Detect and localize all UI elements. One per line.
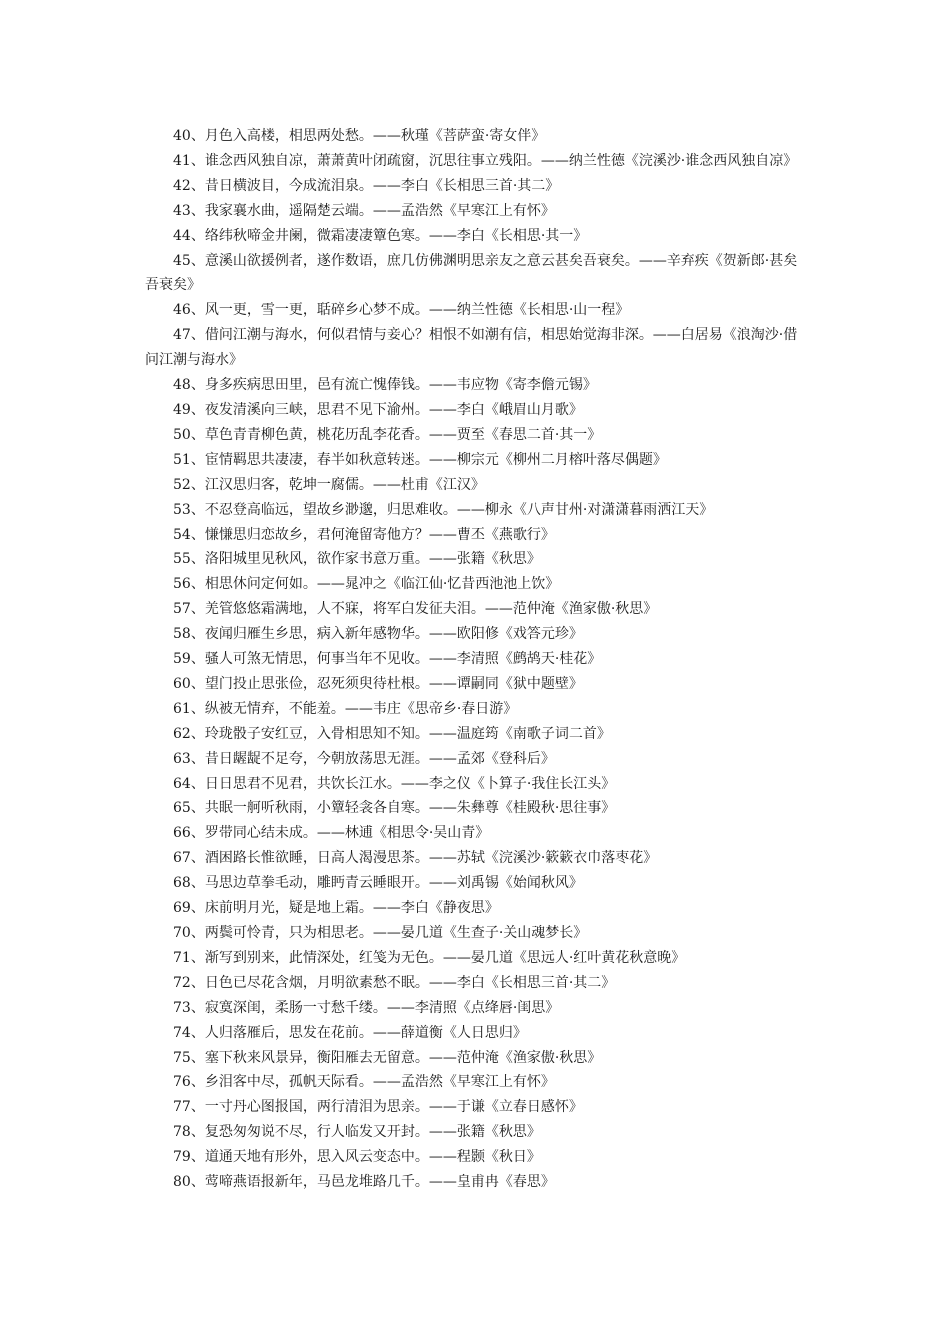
poem-line-49: 49、夜发清溪向三峡，思君不见下渝州。——李白《峨眉山月歌》 bbox=[173, 401, 583, 418]
poem-line-52: 52、江汉思归客，乾坤一腐儒。——杜甫《江汉》 bbox=[173, 476, 485, 493]
poem-line-62: 62、玲珑骰子安红豆，入骨相思知不知。——温庭筠《南歌子词二首》 bbox=[173, 725, 611, 742]
poem-line-57: 57、羌管悠悠霜满地，人不寐，将军白发征夫泪。——范仲淹《渔家傲·秋思》 bbox=[173, 601, 658, 618]
poem-line-75: 75、塞下秋来风景异，衡阳雁去无留意。——范仲淹《渔家傲·秋思》 bbox=[173, 1049, 602, 1066]
poem-line-41: 41、谁念西风独自凉，萧萧黄叶闭疏窗，沉思往事立残阳。——纳兰性德《浣溪沙·谁念西风独自凉》 bbox=[173, 152, 798, 169]
poem-line-71: 71、渐写到别来，此情深处，红笺为无色。——晏几道《思远人·红叶黄花秋意晚》 bbox=[173, 949, 686, 966]
poem-line-42: 42、昔日横波目，今成流泪泉。——李白《长相思三首·其二》 bbox=[173, 177, 560, 194]
poem-line-58: 58、夜闻归雁生乡思，病入新年感物华。——欧阳修《戏答元珍》 bbox=[173, 626, 583, 643]
poem-line-48: 48、身多疾病思田里，邑有流亡愧俸钱。——韦应物《寄李儋元锡》 bbox=[173, 377, 597, 394]
poem-line-69: 69、床前明月光，疑是地上霜。——李白《静夜思》 bbox=[173, 900, 499, 917]
poem-line-51: 51、宦情羁思共凄凄，春半如秋意转迷。——柳宗元《柳州二月榕叶落尽偶题》 bbox=[173, 451, 667, 468]
poem-line-72: 72、日色已尽花含烟，月明欲素愁不眠。——李白《长相思三首·其二》 bbox=[173, 974, 616, 991]
poem-line-78: 78、复恐匆匆说不尽，行人临发又开封。——张籍《秋思》 bbox=[173, 1124, 541, 1141]
poem-line-43: 43、我家襄水曲，遥隔楚云端。——孟浩然《早寒江上有怀》 bbox=[173, 202, 555, 219]
poem-line-59: 59、骚人可煞无情思，何事当年不见收。——李清照《鹧鸪天·桂花》 bbox=[173, 651, 602, 668]
poem-line-74: 74、人归落雁后，思发在花前。——薛道衡《人日思归》 bbox=[173, 1024, 527, 1041]
poem-line-77: 77、一寸丹心图报国，两行清泪为思亲。——于谦《立春日感怀》 bbox=[173, 1099, 583, 1116]
poem-line-79: 79、道通天地有形外，思入风云变态中。——程颢《秋日》 bbox=[173, 1149, 541, 1166]
poem-line-60: 60、望门投止思张俭，忍死须臾待杜根。——谭嗣同《狱中题壁》 bbox=[173, 675, 583, 692]
poem-line-66: 66、罗带同心结未成。——林逋《相思令·吴山青》 bbox=[173, 825, 490, 842]
poem-line-47: 47、借问江潮与海水，何似君情与妾心？相恨不如潮有信，相思始觉海非深。——白居易《浪淘沙·借问江潮与海水》 bbox=[145, 327, 798, 369]
poem-line-65: 65、共眠一舸听秋雨，小簟轻衾各自寒。——朱彝尊《桂殿秋·思往事》 bbox=[173, 800, 616, 817]
poem-line-61: 61、纵被无情弃，不能羞。——韦庄《思帝乡·春日游》 bbox=[173, 700, 518, 717]
poem-line-50: 50、草色青青柳色黄，桃花历乱李花香。——贾至《春思二首·其一》 bbox=[173, 426, 602, 443]
poem-line-64: 64、日日思君不见君，共饮长江水。——李之仪《卜算子·我住长江头》 bbox=[173, 775, 616, 792]
poem-line-53: 53、不忍登高临远，望故乡渺邈，归思难收。——柳永《八声甘州·对潇潇暮雨洒江天》 bbox=[173, 501, 714, 518]
poem-line-44: 44、络纬秋啼金井阑，微霜凄凄簟色寒。——李白《长相思·其一》 bbox=[173, 227, 588, 244]
poem-line-45: 45、意溪山欲援例者，遂作数语，庶几仿佛渊明思亲友之意云甚矣吾衰矣。——辛弃疾《贺新郎·甚矣吾衰矣》 bbox=[145, 252, 798, 294]
poem-line-54: 54、慊慊思归恋故乡，君何淹留寄他方？——曹丕《燕歌行》 bbox=[173, 526, 555, 543]
poem-line-40: 40、月色入高楼，相思两处愁。——秋瑾《菩萨蛮·寄女伴》 bbox=[173, 128, 546, 144]
poem-line-67: 67、酒困路长惟欲睡，日高人渴漫思茶。——苏轼《浣溪沙·簌簌衣巾落枣花》 bbox=[173, 850, 658, 867]
poem-line-55: 55、洛阳城里见秋风，欲作家书意万重。——张籍《秋思》 bbox=[173, 551, 541, 568]
poem-line-56: 56、相思休问定何如。——晁冲之《临江仙·忆昔西池池上饮》 bbox=[173, 576, 560, 593]
poem-line-68: 68、马思边草拳毛动，雕眄青云睡眼开。——刘禹锡《始闻秋风》 bbox=[173, 875, 583, 892]
poem-line-70: 70、两鬓可怜青，只为相思老。——晏几道《生查子·关山魂梦长》 bbox=[173, 925, 588, 941]
poem-line-63: 63、昔日龌龊不足夸，今朝放荡思无涯。——孟郊《登科后》 bbox=[173, 750, 555, 767]
poem-line-73: 73、寂寞深闺，柔肠一寸愁千缕。——李清照《点绛唇·闺思》 bbox=[173, 999, 560, 1016]
poem-line-76: 76、乡泪客中尽，孤帆天际看。——孟浩然《早寒江上有怀》 bbox=[173, 1074, 555, 1091]
poem-line-46: 46、风一更，雪一更，聒碎乡心梦不成。——纳兰性德《长相思·山一程》 bbox=[173, 302, 630, 319]
poem-line-80: 80、莺啼燕语报新年，马邑龙堆路几千。——皇甫冉《春思》 bbox=[173, 1174, 555, 1191]
document-page bbox=[145, 124, 805, 1195]
